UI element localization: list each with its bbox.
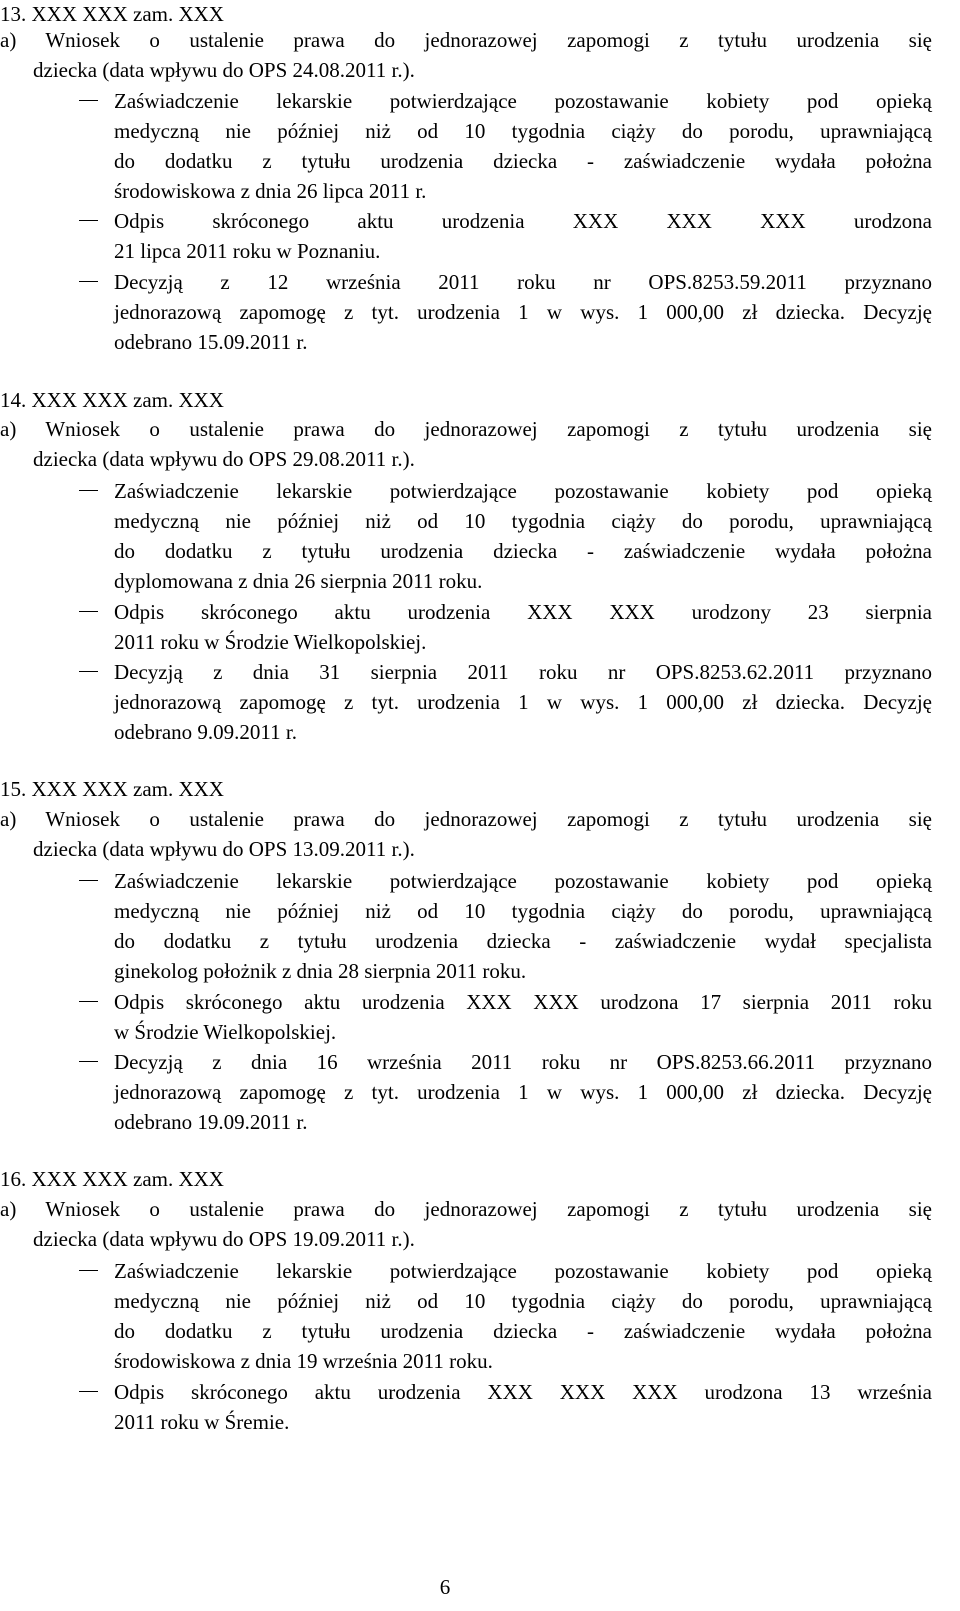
item-line: do dodatku z tytułu urodzenia dziecka - zaświadczenie wydała położna <box>114 149 932 173</box>
dash-bullet <box>79 1061 98 1062</box>
dash-bullet <box>79 671 98 672</box>
item-line: 2011 roku w Środzie Wielkopolskiej. <box>114 630 427 654</box>
item-line: 21 lipca 2011 roku w Poznaniu. <box>114 239 381 263</box>
dash-bullet <box>79 880 98 881</box>
item-line: do dodatku z tytułu urodzenia dziecka - zaświadczenie wydał specjalista <box>114 929 932 953</box>
item-line: jednorazową zapomogę z tyt. urodzenia 1 w wys. 1 000,00 zł dziecka. Decyzję <box>114 690 932 714</box>
dash-bullet <box>79 1270 98 1271</box>
item-line: Odpis skróconego aktu urodzenia XXX XXX XXX urodzona <box>114 209 932 233</box>
dash-bullet <box>79 281 98 282</box>
item-line: medyczną nie później niż od 10 tygodnia ciąży do porodu, uprawniającą <box>114 899 932 923</box>
application-line: dziecka (data wpływu do OPS 29.08.2011 r.). <box>33 447 415 471</box>
dash-bullet <box>79 1391 98 1392</box>
dash-bullet <box>79 1001 98 1002</box>
item-line: odebrano 15.09.2011 r. <box>114 330 308 354</box>
application-line: a) Wniosek o ustalenie prawa do jednorazowej zapomogi z tytułu urodzenia się <box>0 417 932 441</box>
entry-title: 14. XXX XXX zam. XXX <box>0 388 224 412</box>
item-line: środowiskowa z dnia 19 września 2011 roku. <box>114 1349 493 1373</box>
item-line: Zaświadczenie lekarskie potwierdzające pozostawanie kobiety pod opieką <box>114 1259 932 1283</box>
item-line: Decyzją z dnia 31 sierpnia 2011 roku nr OPS.8253.62.2011 przyznano <box>114 660 932 684</box>
item-line: dyplomowana z dnia 26 sierpnia 2011 roku. <box>114 569 483 593</box>
item-line: Odpis skróconego aktu urodzenia XXX XXX urodzony 23 sierpnia <box>114 600 932 624</box>
item-line: jednorazową zapomogę z tyt. urodzenia 1 w wys. 1 000,00 zł dziecka. Decyzję <box>114 1080 932 1104</box>
item-line: do dodatku z tytułu urodzenia dziecka - zaświadczenie wydała położna <box>114 1319 932 1343</box>
application-line: a) Wniosek o ustalenie prawa do jednorazowej zapomogi z tytułu urodzenia się <box>0 28 932 52</box>
item-line: 2011 roku w Śremie. <box>114 1410 290 1434</box>
item-line: odebrano 9.09.2011 r. <box>114 720 297 744</box>
application-line: dziecka (data wpływu do OPS 19.09.2011 r.). <box>33 1227 415 1251</box>
application-line: dziecka (data wpływu do OPS 13.09.2011 r.). <box>33 837 415 861</box>
item-line: Decyzją z dnia 16 września 2011 roku nr OPS.8253.66.2011 przyznano <box>114 1050 932 1074</box>
application-line: a) Wniosek o ustalenie prawa do jednorazowej zapomogi z tytułu urodzenia się <box>0 1197 932 1221</box>
item-line: Zaświadczenie lekarskie potwierdzające pozostawanie kobiety pod opieką <box>114 89 932 113</box>
item-line: Odpis skróconego aktu urodzenia XXX XXX urodzona 17 sierpnia 2011 roku <box>114 990 932 1014</box>
item-line: w Środzie Wielkopolskiej. <box>114 1020 337 1044</box>
item-line: do dodatku z tytułu urodzenia dziecka - zaświadczenie wydała położna <box>114 539 932 563</box>
entry-title: 13. XXX XXX zam. XXX <box>0 2 224 26</box>
item-line: Zaświadczenie lekarskie potwierdzające pozostawanie kobiety pod opieką <box>114 869 932 893</box>
item-line: Zaświadczenie lekarskie potwierdzające pozostawanie kobiety pod opieką <box>114 479 932 503</box>
dash-bullet <box>79 611 98 612</box>
item-line: Decyzją z 12 września 2011 roku nr OPS.8253.59.2011 przyznano <box>114 270 932 294</box>
item-line: jednorazową zapomogę z tyt. urodzenia 1 w wys. 1 000,00 zł dziecka. Decyzję <box>114 300 932 324</box>
dash-bullet <box>79 220 98 221</box>
item-line: środowiskowa z dnia 26 lipca 2011 r. <box>114 179 427 203</box>
item-line: medyczną nie później niż od 10 tygodnia ciąży do porodu, uprawniającą <box>114 1289 932 1313</box>
dash-bullet <box>79 100 98 101</box>
entry-title: 15. XXX XXX zam. XXX <box>0 777 224 801</box>
item-line: medyczną nie później niż od 10 tygodnia ciąży do porodu, uprawniającą <box>114 509 932 533</box>
item-line: Odpis skróconego aktu urodzenia XXX XXX XXX urodzona 13 września <box>114 1380 932 1404</box>
dash-bullet <box>79 490 98 491</box>
item-line: odebrano 19.09.2011 r. <box>114 1110 308 1134</box>
application-line: a) Wniosek o ustalenie prawa do jednorazowej zapomogi z tytułu urodzenia się <box>0 807 932 831</box>
item-line: medyczną nie później niż od 10 tygodnia ciąży do porodu, uprawniającą <box>114 119 932 143</box>
page-number: 6 <box>439 1575 451 1599</box>
item-line: ginekolog położnik z dnia 28 sierpnia 2011 roku. <box>114 959 527 983</box>
application-line: dziecka (data wpływu do OPS 24.08.2011 r.). <box>33 58 415 82</box>
entry-title: 16. XXX XXX zam. XXX <box>0 1167 224 1191</box>
